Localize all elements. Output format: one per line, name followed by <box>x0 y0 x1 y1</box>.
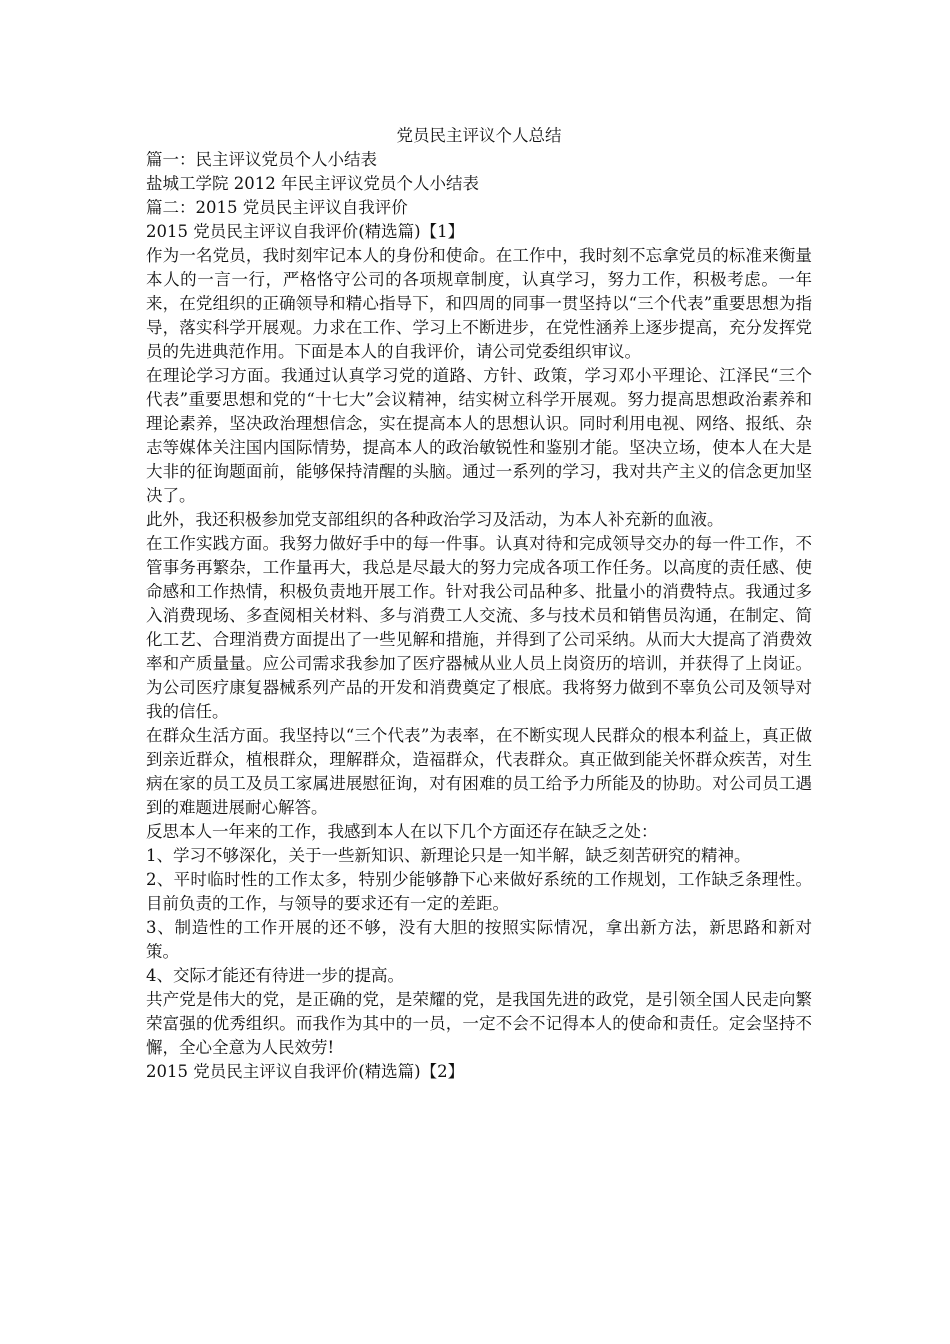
paragraph-party-activities: 此外，我还积极参加党支部组织的各种政治学习及活动，为本人补充新的血液。 <box>146 510 724 529</box>
document-title: 党员民主评议个人总结 <box>396 126 562 145</box>
paragraph-reflection: 反思本人一年来的工作，我感到本人在以下几个方面还存在缺乏之处： <box>146 822 658 841</box>
list-item-shortcoming-1: 1、学习不够深化，关于一些新知识、新理论只是一知半解，缺乏刻苦研究的精神。 <box>146 846 751 865</box>
list-item-shortcoming-2: 2、平时临时性的工作太多，特别少能够静下心来做好系统的工作规划，工作缺乏条理性。目前负责的工作，与领导的要求还有一定的差距。 <box>146 870 812 913</box>
section-title-1: 2015 党员民主评议自我评价(精选篇)【1】 <box>146 222 465 241</box>
heading-part-two: 篇二：2015 党员民主评议自我评价 <box>146 198 408 217</box>
paragraph-theory-study: 在理论学习方面。我通过认真学习党的道路、方针、政策，学习邓小平理论、江泽民“三个代表”重要思想和党的“十七大”会议精神，结实树立科学开展观。努力提高思想政治素养和理论素养，坚决政治理想信念，实在提高本人的思想认识。同时利用电视、网络、报纸、杂志等媒体关注国内国际情势，提高本人的政治敏锐性和鉴别才能。坚决立场，使本人在大是大非的征询题面前，能够保持清醒的头脑。通过一系列的学习，我对共产主义的信念更加坚决了。 <box>146 366 812 505</box>
section-title-2: 2015 党员民主评议自我评价(精选篇)【2】 <box>146 1062 465 1081</box>
heading-summary-table: 盐城工学院 2012 年民主评议党员个人小结表 <box>146 174 479 193</box>
paragraph-conclusion: 共产党是伟大的党，是正确的党，是荣耀的党，是我国先进的政党，是引领全国人民走向繁荣富强的优秀组织。而我作为其中的一员，一定不会不记得本人的使命和责任。定会坚持不懈，全心全意为人民效劳! <box>146 990 812 1057</box>
paragraph-intro: 作为一名党员，我时刻牢记本人的身份和使命。在工作中，我时刻不忘拿党员的标准来衡量本人的一言一行，严格恪守公司的各项规章制度，认真学习，努力工作，积极考虑。一年来，在党组织的正确领导和精心指导下，和四周的同事一贯坚持以“三个代表”重要思想为指导，落实科学开展观。力求在工作、学习上不断进步，在党性涵养上逐步提高，充分发挥党员的先进典范作用。下面是本人的自我评价，请公司党委组织审议。 <box>146 246 812 361</box>
list-item-shortcoming-3: 3、制造性的工作开展的还不够，没有大胆的按照实际情况，拿出新方法，新思路和新对策。 <box>146 918 812 961</box>
paragraph-work-practice: 在工作实践方面。我努力做好手中的每一件事。认真对待和完成领导交办的每一件工作，不管事务再繁杂，工作量再大，我总是尽最大的努力完成各项工作任务。以高度的责任感、使命感和工作热情，积极负责地开展工作。针对我公司品种多、批量小的消费特点。我通过多入消费现场、多查阅相关材料、多与消费工人交流、多与技术员和销售员沟通，在制定、简化工艺、合理消费方面提出了一些见解和措施，并得到了公司采纳。从而大大提高了消费效率和产质量量。应公司需求我参加了医疗器械从业人员上岗资历的培训，并获得了上岗证。为公司医疗康复器械系列产品的开发和消费奠定了根底。我将努力做到不辜负公司及领导对我的信任。 <box>146 534 812 721</box>
list-item-shortcoming-4: 4、交际才能还有待进一步的提高。 <box>146 966 404 985</box>
heading-part-one: 篇一：民主评议党员个人小结表 <box>146 150 377 169</box>
paragraph-mass-life: 在群众生活方面。我坚持以“三个代表”为表率，在不断实现人民群众的根本利益上，真正做到亲近群众，植根群众，理解群众，造福群众，代表群众。真正做到能关怀群众疾苦，对生病在家的员工及员工家属进展慰征询，对有困难的员工给予力所能及的协助。对公司员工遇到的难题进展耐心解答。 <box>146 726 812 817</box>
document-page <box>146 124 812 1084</box>
